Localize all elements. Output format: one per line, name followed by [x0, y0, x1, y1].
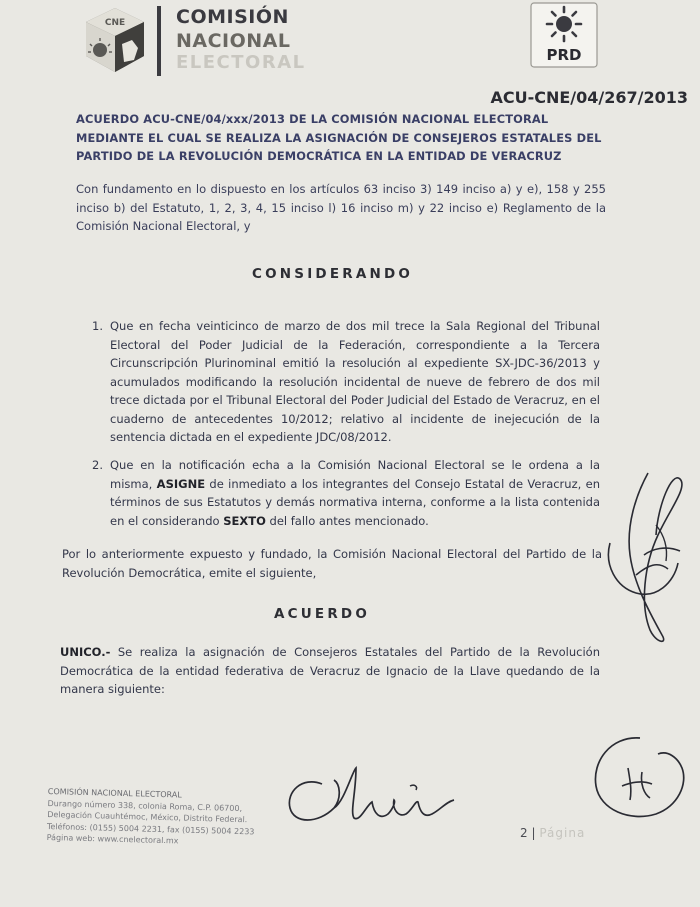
- footer-line: Página web: www.cnelectoral.mx: [46, 832, 179, 846]
- org-name-line3: ELECTORAL: [176, 52, 306, 73]
- unico-text: Se realiza la asignación de Consejeros Estatales del Partido de la Revolución Democrática de la entidad federativa de Veracruz de Ignacio de la Llave quedando de la manera siguiente:: [60, 645, 600, 696]
- item-number: 1.: [92, 319, 103, 333]
- unico-paragraph: [60, 643, 600, 699]
- header-divider: [157, 6, 161, 76]
- considerando-heading: CONSIDERANDO: [252, 266, 414, 282]
- prd-logo-icon: [530, 2, 598, 68]
- footer-line: Delegación Cuauhtémoc, México, Distrito Federal.: [47, 809, 248, 825]
- unico-label: UNICO.-: [60, 645, 111, 659]
- signature-bottom-icon: [282, 762, 468, 834]
- considerando-item-2: [92, 456, 600, 530]
- document-title: ACUERDO ACU-CNE/04/xxx/2013 DE LA COMISIÓN NACIONAL ELECTORAL MEDIANTE EL CUAL SE REALIZA LA ASIGNACIÓN DE CONSEJEROS ESTATALES DEL PARTIDO DE LA REVOLUCIÓN DEMOCRÁTICA EN LA ENTIDAD DE VERACRUZ: [76, 112, 602, 163]
- por-lo-anterior-paragraph: Por lo anteriormente expuesto y fundado, la Comisión Nacional Electoral del Partido de la Revolución Democrática, emite el siguiente,: [62, 547, 602, 580]
- footer-line: Durango número 338, colonia Roma, C.P. 06700,: [47, 798, 243, 813]
- org-name-line2: NACIONAL: [176, 30, 291, 52]
- item-text: Que en fecha veinticinco de marzo de dos mil trece la Sala Regional del Tribunal Electoral del Poder Judicial de la Federación, correspondiente a la Tercera Circunscripción Plurinominal emitió la resolución al expediente SX-JDC-36/2013 y acumulados modificando la resolución incidental de nueve de febrero de dos mil trece dictada por el Tribunal Electoral del Poder Judicial del Estado de Veracruz, en el cuaderno de antecedentes 10/2012; relativo al incidente de inejecución de la sentencia dictada en el expediente JDC/08/2012.: [110, 319, 600, 444]
- acuerdo-heading: ACUERDO: [274, 606, 371, 622]
- page-number: 2 | Página: [520, 826, 586, 840]
- bold-sexto: SEXTO: [223, 513, 266, 528]
- svg-text:PRD: PRD: [546, 46, 582, 64]
- document-code: ACU-CNE/04/267/2013: [490, 88, 688, 107]
- footer-line: Teléfonos: (0155) 5004 2231, fax (0155) 5004 2233: [46, 821, 255, 836]
- svg-text:CNE: CNE: [104, 18, 126, 28]
- org-name-line1: COMISIÓN: [176, 6, 289, 28]
- signature-margin-icon: [596, 465, 696, 650]
- item-text: Que en la notificación echa a la Comisión Nacional Electoral se le ordena a la misma, ASIGNE de inmediato a los integrantes del Consejo Estatal de Veracruz, en términos de sus Estatutos y demás normativa interna, conforme a la lista contenida en el considerando SEXTO del fallo antes mencionado.: [110, 458, 601, 528]
- bold-asigne: ASIGNE: [156, 476, 206, 491]
- cne-logo-icon: [82, 6, 148, 76]
- footer-org: COMISIÓN NACIONAL ELECTORAL: [47, 786, 182, 800]
- considerando-item-1: [92, 317, 600, 447]
- legal-basis-paragraph: Con fundamento en lo dispuesto en los artículos 63 inciso 3) 149 inciso a) y e), 158 y 255 inciso b) del Estatuto, 1, 2, 3, 4, 15 inciso l) 16 inciso m) y 22 inciso e) Reglamento de la Comisión Nacional Electoral, y: [76, 182, 606, 233]
- item-number: 2.: [92, 458, 103, 472]
- signature-initials-icon: [584, 728, 694, 828]
- footer-address: [46, 786, 277, 850]
